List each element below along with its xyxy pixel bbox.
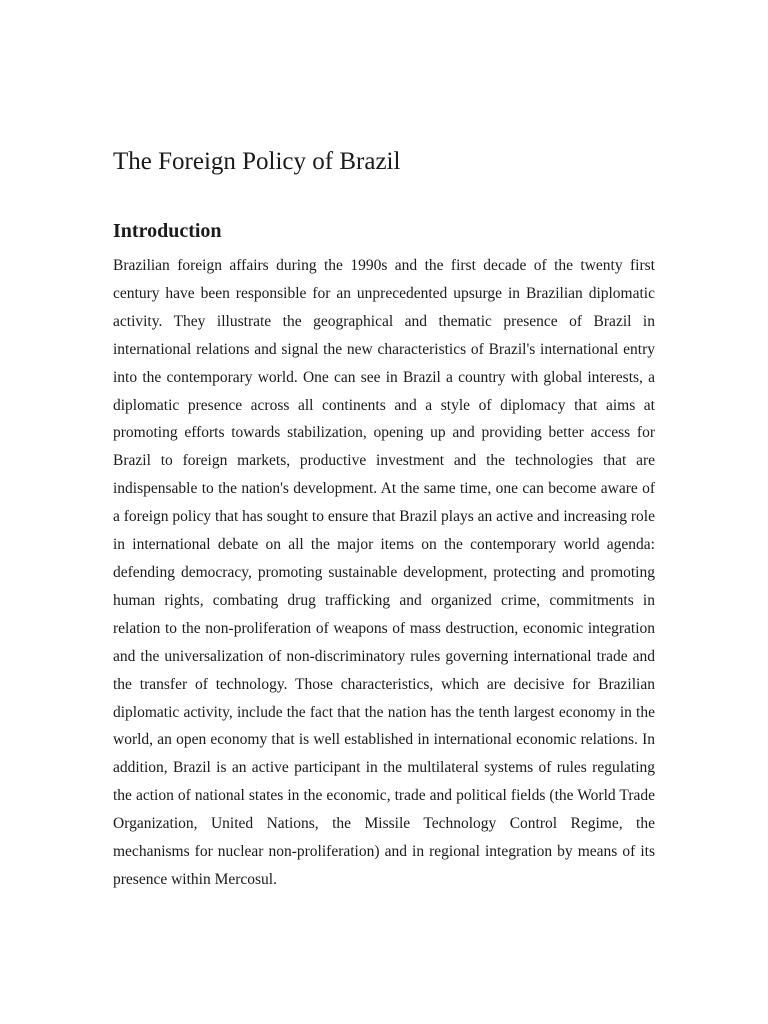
document-title: The Foreign Policy of Brazil bbox=[113, 148, 401, 175]
document-page bbox=[113, 140, 655, 894]
introduction-paragraph: Brazilian foreign affairs during the 1990s and the first decade of the twenty first century have been responsible for an unprecedented upsurge in Brazilian diplomatic activity. They illustrate the geographical and thematic presence of Brazil in international relations and signal the new characteristics of Brazil's international entry into the contemporary world. One can see in Brazil a country with global interests, a diplomatic presence across all continents and a style of diplomacy that aims at promoting efforts towards stabilization, opening up and providing better access for Brazil to foreign markets, productive investment and the technologies that are indispensable to the nation's development. At the same time, one can become aware of a foreign policy that has sought to ensure that Brazil plays an active and increasing role in international debate on all the major items on the contemporary world agenda: defending democracy, promoting sustainable development, protecting and promoting human rights, combating drug trafficking and organized crime, commitments in relation to the non-proliferation of weapons of mass destruction, economic integration and the universalization of non-discriminatory rules governing international trade and the transfer of technology. Those characteristics, which are decisive for Brazilian diplomatic activity, include the fact that the nation has the tenth largest economy in the world, an open economy that is well established in international economic relations. In addition, Brazil is an active participant in the multilateral systems of rules regulating the action of national states in the economic, trade and political fields (the World Trade Organization, United Nations, the Missile Technology Control Regime, the mechanisms for nuclear non-proliferation) and in regional integration by means of its presence within Mercosul. bbox=[113, 257, 655, 888]
section-heading-introduction: Introduction bbox=[113, 220, 222, 242]
